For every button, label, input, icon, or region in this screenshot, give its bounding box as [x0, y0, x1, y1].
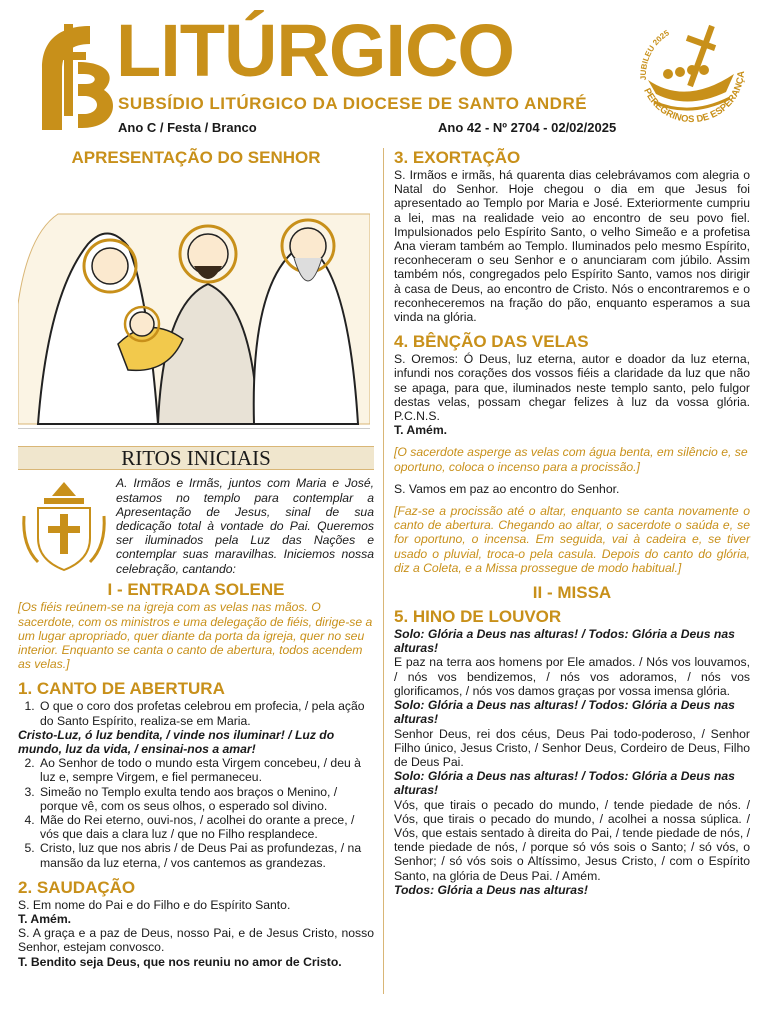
saudacao-t2: T. Bendito seja Deus, que nos reuniu no amor de Cristo.	[18, 954, 342, 969]
right-column	[394, 148, 750, 897]
ritos-iniciais-header: RITOS INICIAIS	[18, 446, 374, 470]
gloria-refrain-2: Solo: Glória a Deus nas alturas! / Todos: Glória a Deus nas alturas!	[394, 698, 735, 727]
saudacao-title: 2. SAUDAÇÃO	[18, 877, 136, 897]
exortacao-title: 3. EXORTAÇÃO	[394, 148, 521, 167]
vamos-em-paz: S. Vamos em paz ao encontro do Senhor.	[394, 481, 620, 496]
left-column	[18, 148, 374, 969]
entrada-solene-title: I - ENTRADA SOLENE	[107, 580, 285, 600]
publication-title: LITÚRGICO	[116, 9, 514, 92]
ritos-intro-text: A. Irmãos e Irmãs, juntos com Maria e José, estamos no templo para contemplar a Apresentação de Jesus, sinal de sua dedicação total à vontade do Pai. Queremos ser iluminados pela Luz das Nações e contemplar suas maravilhas. Iniciemos nossa celebração, cantando:	[116, 476, 374, 576]
hino-louvor-title: 5. HINO DE LOUVOR	[394, 607, 562, 627]
entrada-rubric: [Os fiéis reúnem-se na igreja com as velas nas mãos. O sacerdote, com os ministros e uma delegação de fiéis, dirige-se a um lugar apropriado, quer diante da porta da igreja, quer no seu interior. Enquanto se canta o canto de abertura, todos acendem as velas.]	[18, 600, 373, 672]
canto-verse-1: 1. O que o coro dos profetas celebrou em profecia, / pela ação do Santo Espírito, realiza-se em Maria.	[38, 699, 374, 727]
publication-subtitle: SUBSÍDIO LITÚRGICO DA DIOCESE DE SANTO ANDRÉ	[118, 94, 588, 113]
bencao-velas-title: 4. BÊNÇÃO DAS VELAS	[394, 332, 589, 352]
jubilee-logo	[626, 10, 756, 140]
saudacao-s2: S. A graça e a paz de Deus, nosso Pai, e de Jesus Cristo, nosso Senhor, estejam convosco.	[18, 926, 374, 955]
jubilee-year-text: JUBILEU 2025	[638, 28, 671, 81]
bencao-rubric: [O sacerdote asperge as velas com água benta, em silêncio e, se oportuno, coloca o incenso para a procissão.]	[394, 445, 748, 474]
presentation-illustration	[18, 174, 370, 429]
canto-verse-2: 2. Ao Senhor de todo o mundo esta Virgem concebeu, / deu à luz e, sempre Virgem, e fiel permaneceu.	[38, 756, 374, 784]
gloria-final: Todos: Glória a Deus nas alturas!	[394, 882, 588, 897]
ritos-intro-block	[18, 476, 374, 576]
gloria-stanza-1: E paz na terra aos homens por Ele amados. / Nós vos louvamos, / nós vos bendizemos, / nós vos adoramos, / nós vos glorificamos, / nós vos damos graças por vossa imensa glória.	[394, 655, 750, 698]
exortacao-text: S. Irmãos e irmãs, há quarenta dias celebrávamos com alegria o Natal do Senhor. Hoje chegou o dia em que Jesus foi apresentado ao Templo por Maria e José. Exteriormente cumpriu a lei, mas na realidade veio ao encontro de seu povo fiel. Impulsionados pelo Espírito Santo, o velho Simeão e a profetisa Ana vieram também ao Templo. Iluminados pelo mesmo Espírito, reconheceram o seu Senhor e o anunciaram com júbilo. Assim também nós, congregados pelo Espírito Santo, vamos nos dirigir à casa de Deus, ao encontro de Cristo. Nós o encontraremos e o reconheceremos na fração do pão, enquanto esperamos a sua vinda na glória.	[394, 168, 750, 325]
jubilee-motto-text: PEREGRINOS DE ESPERANÇA	[641, 70, 748, 126]
gloria-stanza-3: Vós, que tirais o pecado do mundo, / tende piedade de nós. / Vós, que tirais o pecado do mundo, / acolhei a nossa súplica. / Vós, que estais sentado à direita do Pai, / tende piedade de nós, / tende piedade de nós, / porque só vós sois o Santo; / só vós, o Senhor; / só vós sois o Altíssimo, Jesus Cristo, / com o Espírito Santo, na glória de Deus Pai. / Amém.	[394, 797, 750, 883]
missa-title: II - MISSA	[532, 583, 612, 603]
saudacao-t1: T. Amém.	[18, 912, 72, 927]
canto-verse-4: 4. Mãe do Rei eterno, ouvi-nos, / acolhei do orante a prece, / vós que dais a clara luz / que no Filho resplandece.	[38, 813, 374, 841]
liturgico-logo-icon	[20, 18, 120, 138]
feast-title: APRESENTAÇÃO DO SENHOR	[71, 148, 321, 167]
bencao-text: S. Oremos: Ó Deus, luz eterna, autor e doador da luz eterna, infundi nos corações dos vossos fiéis a claridade da luz que não se apaga, para que, iluminados neste templo santo, pelo fulgor destas velas, possam chegar felizes à luz da vossa glória. P.C.N.S.	[394, 352, 750, 424]
jubilee-cross-boat-icon	[626, 10, 756, 140]
canto-verse-3: 3. Simeão no Templo exulta tendo aos braços o Menino, / porque vê, com os seus olhos, o esperado sol divino.	[38, 785, 374, 813]
canto-verses	[18, 699, 374, 727]
issue-info: Ano 42 - Nº 2704 - 02/02/2025	[438, 120, 617, 135]
masthead	[0, 0, 768, 150]
canto-refrain: Cristo-Luz, ó luz bendita, / vinde nos iluminar! / Luz do mundo, luz da vida, / ensinai-nos a amar!	[18, 727, 335, 757]
diocese-crest-icon	[18, 476, 110, 576]
liturgical-year-info: Ano C / Festa / Branco	[118, 120, 257, 135]
procissao-rubric: [Faz-se a procissão até o altar, enquanto se canta novamente o canto de abertura. Chegando ao altar, o sacerdote o saúda e, se for oportuno, o incensa. Em seguida, vai à cadeira e, se tiver usado o pluvial, troca-o pela casula. Depois do canto do glória, diz a Coleta, e a Missa prossegue de modo habitual.]	[394, 504, 750, 575]
canto-verses-cont	[18, 756, 374, 870]
bencao-amen: T. Amém.	[394, 423, 448, 438]
gloria-stanza-2: Senhor Deus, rei dos céus, Deus Pai todo-poderoso, / Senhor Filho único, Jesus Cristo, / Senhor Deus, Cordeiro de Deus, Filho de Deus Pai.	[394, 726, 750, 769]
column-divider	[383, 148, 384, 994]
saudacao-s1: S. Em nome do Pai e do Filho e do Espírito Santo.	[18, 897, 291, 912]
canto-verse-5: 5. Cristo, luz que nos abris / de Deus Pai as profundezas, / na mansão da luz eterna, / vos cantemos as grandezas.	[38, 841, 374, 869]
canto-abertura-title: 1. CANTO DE ABERTURA	[18, 679, 225, 699]
gloria-refrain-3: Solo: Glória a Deus nas alturas! / Todos: Glória a Deus nas alturas!	[394, 769, 735, 798]
gloria-refrain-1: Solo: Glória a Deus nas alturas! / Todos: Glória a Deus nas alturas!	[394, 627, 735, 656]
